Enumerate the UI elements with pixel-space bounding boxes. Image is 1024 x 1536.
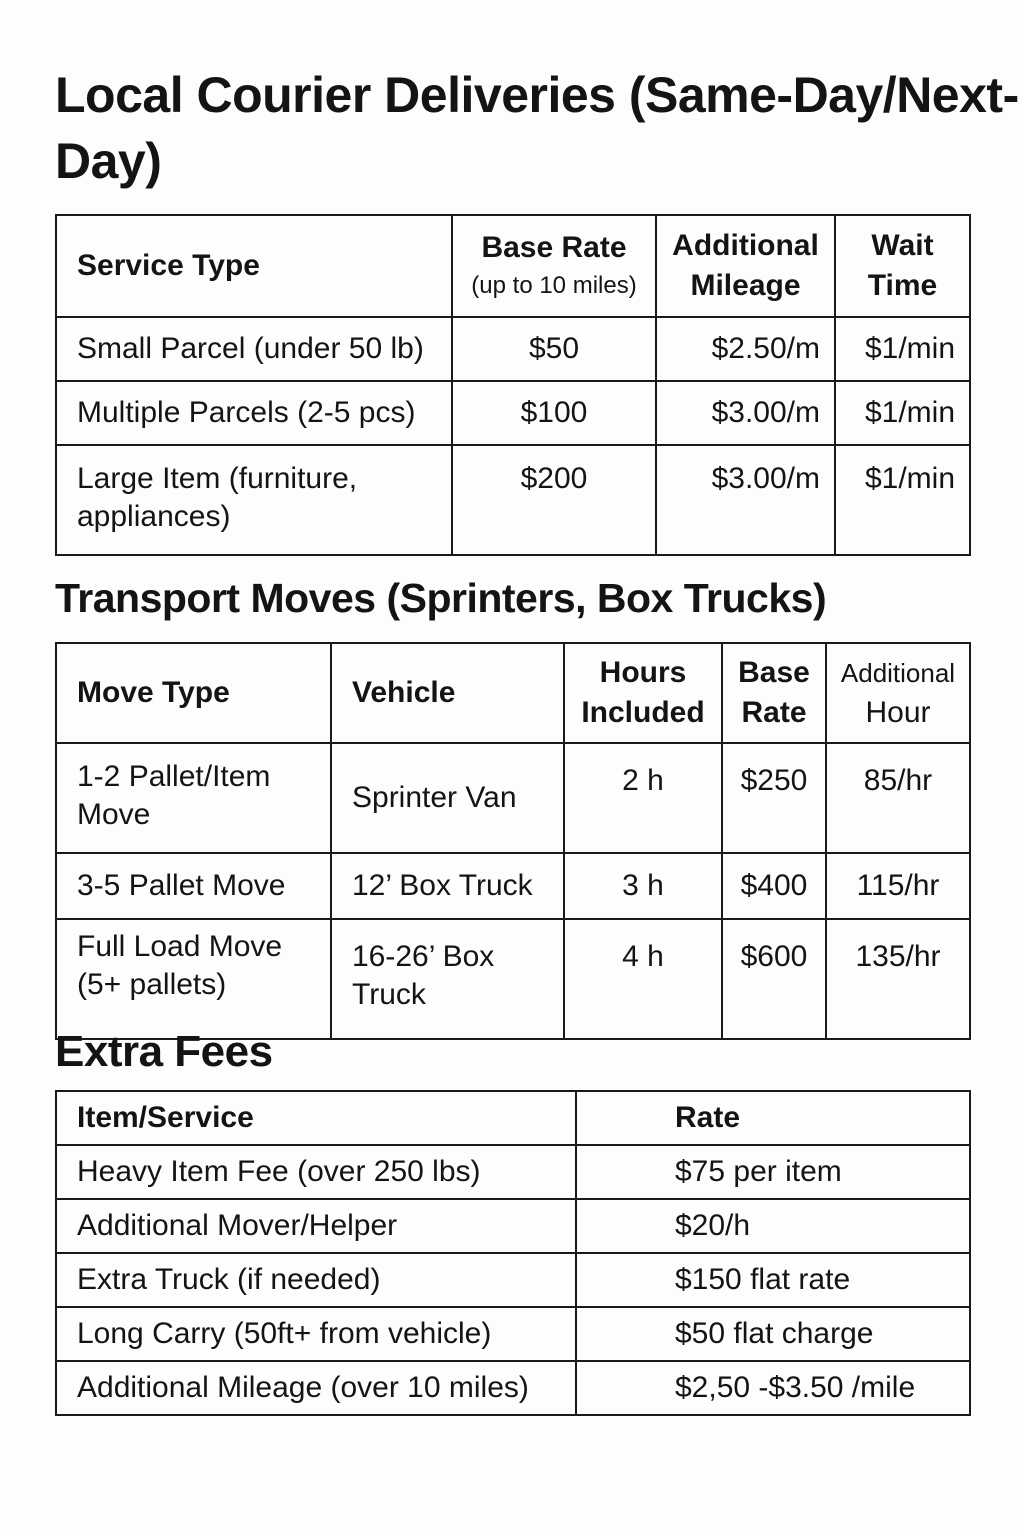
table-row: [56, 381, 970, 445]
service-cell: Large Item (furniture, appliances): [56, 445, 452, 555]
header-base-rate: [452, 215, 656, 317]
header-additional-hour: [826, 643, 970, 743]
hours-cell: 4 h: [564, 919, 722, 1039]
fees-section-title: Extra Fees: [55, 1027, 273, 1076]
table-row: [56, 1307, 970, 1361]
courier-header-row: [56, 215, 970, 317]
table-row: [56, 853, 970, 919]
table-row: [56, 919, 970, 1039]
mileage-cell: $3.00/m: [656, 445, 835, 555]
mileage-cell: $2.50/m: [656, 317, 835, 381]
table-row: [56, 317, 970, 381]
table-row: [56, 1253, 970, 1307]
fee-rate-cell: $50 flat charge: [576, 1307, 970, 1361]
fees-header-row: [56, 1091, 970, 1145]
table-row: [56, 1361, 970, 1415]
move-type-cell: 3-5 Pallet Move: [56, 853, 331, 919]
base-rate-cell: $600: [722, 919, 826, 1039]
header-item-service: Item/Service: [56, 1091, 576, 1145]
base-rate-cell: $100: [452, 381, 656, 445]
vehicle-cell: 12’ Box Truck: [331, 853, 564, 919]
vehicle-cell: 16-26’ Box Truck: [331, 919, 564, 1039]
move-type-cell: 1-2 Pallet/Item Move: [56, 743, 331, 853]
header-base-rate: Base Rate: [722, 643, 826, 743]
base-rate-cell: $250: [722, 743, 826, 853]
header-move-type: Move Type: [56, 643, 331, 743]
transport-section-title: Transport Moves (Sprinters, Box Trucks): [55, 575, 827, 621]
fee-item-cell: Heavy Item Fee (over 250 lbs): [56, 1145, 576, 1199]
service-cell: Small Parcel (under 50 lb): [56, 317, 452, 381]
header-additional-hour-line1: Additional: [840, 658, 956, 688]
header-wait-time: Wait Time: [835, 215, 970, 317]
move-type-cell: Full Load Move (5+ pallets): [56, 919, 331, 1039]
fee-item-cell: Extra Truck (if needed): [56, 1253, 576, 1307]
vehicle-cell: Sprinter Van: [331, 743, 564, 853]
base-rate-cell: $200: [452, 445, 656, 555]
fee-rate-cell: $75 per item: [576, 1145, 970, 1199]
mileage-cell: $3.00/m: [656, 381, 835, 445]
header-vehicle: Vehicle: [331, 643, 564, 743]
header-additional-mileage: Additional Mileage: [656, 215, 835, 317]
transport-header-row: [56, 643, 970, 743]
courier-section-title: Local Courier Deliveries (Same-Day/Next-Day): [55, 67, 1019, 189]
fee-item-cell: Additional Mileage (over 10 miles): [56, 1361, 576, 1415]
table-row: [56, 445, 970, 555]
base-rate-cell: $400: [722, 853, 826, 919]
header-rate: Rate: [576, 1091, 970, 1145]
courier-rates-table: [55, 214, 971, 556]
header-additional-hour-line2: Hour: [865, 696, 931, 729]
header-base-rate-note: (up to 10 miles): [471, 272, 637, 299]
fee-item-cell: Additional Mover/Helper: [56, 1199, 576, 1253]
wait-cell: $1/min: [835, 317, 970, 381]
fee-rate-cell: $2,50 -$3.50 /mile: [576, 1361, 970, 1415]
fee-item-cell: Long Carry (50ft+ from vehicle): [56, 1307, 576, 1361]
additional-hour-cell: 135/hr: [826, 919, 970, 1039]
hours-cell: 3 h: [564, 853, 722, 919]
extra-fees-table: [55, 1090, 971, 1416]
wait-cell: $1/min: [835, 445, 970, 555]
header-base-rate-label: Base Rate: [481, 231, 627, 264]
fee-rate-cell: $20/h: [576, 1199, 970, 1253]
transport-moves-table: [55, 642, 971, 1040]
header-hours-included: Hours Included: [564, 643, 722, 743]
wait-cell: $1/min: [835, 381, 970, 445]
hours-cell: 2 h: [564, 743, 722, 853]
base-rate-cell: $50: [452, 317, 656, 381]
additional-hour-cell: 115/hr: [826, 853, 970, 919]
header-service-type: Service Type: [56, 215, 452, 317]
table-row: [56, 1199, 970, 1253]
additional-hour-cell: 85/hr: [826, 743, 970, 853]
table-row: [56, 743, 970, 853]
fee-rate-cell: $150 flat rate: [576, 1253, 970, 1307]
table-row: [56, 1145, 970, 1199]
service-cell: Multiple Parcels (2-5 pcs): [56, 381, 452, 445]
